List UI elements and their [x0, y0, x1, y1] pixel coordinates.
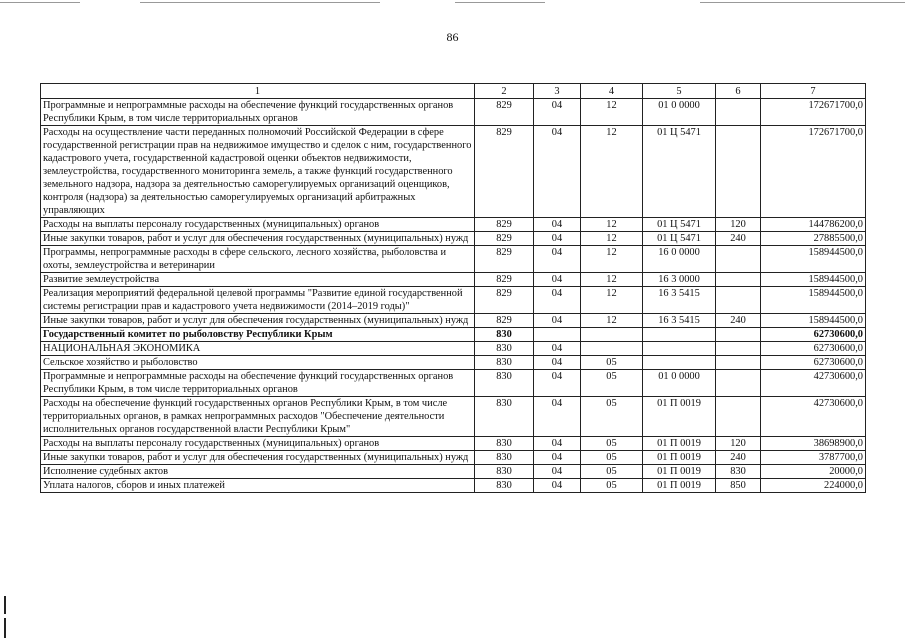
row-amount: 42730600,0 — [761, 397, 866, 437]
row-amount: 158944500,0 — [761, 246, 866, 273]
row-grbs-code: 830 — [475, 328, 534, 342]
col-header-grbs: 2 — [475, 84, 534, 99]
row-subsection-code: 05 — [581, 479, 643, 493]
top-edge-line — [0, 2, 80, 3]
row-grbs-code: 830 — [475, 437, 534, 451]
row-expense-type: 120 — [716, 437, 761, 451]
table-row — [41, 342, 866, 356]
row-section-code: 04 — [534, 479, 581, 493]
row-name: НАЦИОНАЛЬНАЯ ЭКОНОМИКА — [41, 342, 475, 356]
margin-scan-mark — [4, 618, 6, 638]
row-grbs-code: 830 — [475, 342, 534, 356]
row-section-code: 04 — [534, 437, 581, 451]
row-section-code: 04 — [534, 99, 581, 126]
row-amount: 3787700,0 — [761, 451, 866, 465]
row-section-code: 04 — [534, 246, 581, 273]
row-grbs-code: 829 — [475, 232, 534, 246]
row-section-code: 04 — [534, 356, 581, 370]
top-edge-line — [140, 2, 380, 3]
row-grbs-code: 830 — [475, 465, 534, 479]
row-target-article: 01 Ц 5471 — [643, 218, 716, 232]
row-amount: 158944500,0 — [761, 273, 866, 287]
row-subsection-code: 12 — [581, 273, 643, 287]
row-subsection-code — [581, 342, 643, 356]
row-section-code — [534, 328, 581, 342]
row-grbs-code: 830 — [475, 397, 534, 437]
table-row — [41, 314, 866, 328]
row-grbs-code: 829 — [475, 287, 534, 314]
row-subsection-code: 05 — [581, 465, 643, 479]
table-row — [41, 99, 866, 126]
row-subsection-code: 05 — [581, 370, 643, 397]
row-subsection-code: 05 — [581, 397, 643, 437]
row-target-article: 16 3 0000 — [643, 273, 716, 287]
row-section-code: 04 — [534, 273, 581, 287]
row-name: Расходы на выплаты персоналу государственных (муниципальных) органов — [41, 218, 475, 232]
row-amount: 62730600,0 — [761, 342, 866, 356]
row-section-code: 04 — [534, 126, 581, 218]
row-subsection-code: 12 — [581, 232, 643, 246]
row-grbs-code: 830 — [475, 370, 534, 397]
row-expense-type — [716, 126, 761, 218]
row-amount: 27885500,0 — [761, 232, 866, 246]
row-name: Иные закупки товаров, работ и услуг для обеспечения государственных (муниципальных) нужд — [41, 314, 475, 328]
row-target-article: 01 П 0019 — [643, 479, 716, 493]
row-expense-type — [716, 99, 761, 126]
row-target-article — [643, 356, 716, 370]
row-section-code: 04 — [534, 397, 581, 437]
row-amount: 172671700,0 — [761, 126, 866, 218]
row-target-article: 01 0 0000 — [643, 370, 716, 397]
row-target-article: 01 Ц 5471 — [643, 126, 716, 218]
row-grbs-code: 829 — [475, 99, 534, 126]
row-expense-type — [716, 397, 761, 437]
row-amount: 144786200,0 — [761, 218, 866, 232]
row-subsection-code: 12 — [581, 218, 643, 232]
row-name: Уплата налогов, сборов и иных платежей — [41, 479, 475, 493]
row-expense-type — [716, 328, 761, 342]
row-amount: 172671700,0 — [761, 99, 866, 126]
row-name: Расходы на выплаты персоналу государственных (муниципальных) органов — [41, 437, 475, 451]
col-header-name: 1 — [41, 84, 475, 99]
column-number-row — [41, 84, 866, 99]
row-amount: 38698900,0 — [761, 437, 866, 451]
col-header-section: 3 — [534, 84, 581, 99]
row-subsection-code: 05 — [581, 437, 643, 451]
row-subsection-code: 12 — [581, 246, 643, 273]
row-amount: 20000,0 — [761, 465, 866, 479]
row-section-code: 04 — [534, 287, 581, 314]
row-expense-type: 240 — [716, 451, 761, 465]
row-name: Исполнение судебных актов — [41, 465, 475, 479]
row-amount: 158944500,0 — [761, 314, 866, 328]
table-row — [41, 451, 866, 465]
row-expense-type: 240 — [716, 314, 761, 328]
table-row — [41, 465, 866, 479]
row-name: Развитие землеустройства — [41, 273, 475, 287]
row-target-article: 01 П 0019 — [643, 397, 716, 437]
row-section-code: 04 — [534, 218, 581, 232]
row-name: Государственный комитет по рыболовству Республики Крым — [41, 328, 475, 342]
row-name: Иные закупки товаров, работ и услуг для обеспечения государственных (муниципальных) нужд — [41, 232, 475, 246]
table-row — [41, 287, 866, 314]
row-grbs-code: 829 — [475, 314, 534, 328]
table-row — [41, 370, 866, 397]
row-section-code: 04 — [534, 465, 581, 479]
row-target-article: 01 П 0019 — [643, 465, 716, 479]
row-section-code: 04 — [534, 451, 581, 465]
table-row — [41, 246, 866, 273]
row-target-article: 01 Ц 5471 — [643, 232, 716, 246]
table-row — [41, 218, 866, 232]
row-grbs-code: 830 — [475, 356, 534, 370]
row-target-article: 01 П 0019 — [643, 451, 716, 465]
table-row — [41, 356, 866, 370]
row-grbs-code: 829 — [475, 218, 534, 232]
row-section-code: 04 — [534, 370, 581, 397]
row-target-article: 01 П 0019 — [643, 437, 716, 451]
col-header-expense-type: 6 — [716, 84, 761, 99]
row-name: Реализация мероприятий федеральной целевой программы "Развитие единой государственной системы регистрации прав и кадастрового учета недвижимости (2014–2019 годы)" — [41, 287, 475, 314]
top-edge-line — [700, 2, 905, 3]
table-body — [41, 99, 866, 493]
row-expense-type: 120 — [716, 218, 761, 232]
col-header-amount: 7 — [761, 84, 866, 99]
row-amount: 42730600,0 — [761, 370, 866, 397]
row-subsection-code: 12 — [581, 314, 643, 328]
row-amount: 224000,0 — [761, 479, 866, 493]
row-target-article: 16 3 5415 — [643, 287, 716, 314]
row-expense-type — [716, 370, 761, 397]
table-row — [41, 273, 866, 287]
row-expense-type — [716, 287, 761, 314]
row-name: Расходы на обеспечение функций государственных органов Республики Крым, в том числе территориальных органов, в рамках непрограммных расходов "Обеспечение деятельности исполнительных органов государственной власти Республики Крым" — [41, 397, 475, 437]
page-number: 86 — [446, 30, 459, 44]
row-expense-type — [716, 273, 761, 287]
row-target-article: 16 0 0000 — [643, 246, 716, 273]
table-row — [41, 397, 866, 437]
row-amount: 158944500,0 — [761, 287, 866, 314]
row-target-article — [643, 342, 716, 356]
budget-table — [40, 83, 866, 493]
table-row — [41, 479, 866, 493]
row-subsection-code — [581, 328, 643, 342]
table-row — [41, 328, 866, 342]
row-target-article: 16 3 5415 — [643, 314, 716, 328]
row-amount: 62730600,0 — [761, 328, 866, 342]
row-section-code: 04 — [534, 342, 581, 356]
row-expense-type: 850 — [716, 479, 761, 493]
table-row — [41, 126, 866, 218]
row-expense-type: 240 — [716, 232, 761, 246]
row-expense-type — [716, 356, 761, 370]
row-grbs-code: 829 — [475, 246, 534, 273]
table-row — [41, 232, 866, 246]
row-grbs-code: 830 — [475, 479, 534, 493]
top-edge-line — [455, 2, 545, 3]
row-name: Сельское хозяйство и рыболовство — [41, 356, 475, 370]
row-grbs-code: 829 — [475, 126, 534, 218]
row-section-code: 04 — [534, 314, 581, 328]
row-name: Программные и непрограммные расходы на обеспечение функций государственных органов Республики Крым, в том числе территориальных органов — [41, 370, 475, 397]
row-subsection-code: 12 — [581, 287, 643, 314]
row-expense-type: 830 — [716, 465, 761, 479]
row-subsection-code: 05 — [581, 451, 643, 465]
row-subsection-code: 12 — [581, 99, 643, 126]
row-amount: 62730600,0 — [761, 356, 866, 370]
row-name: Расходы на осуществление части переданных полномочий Российской Федерации в сфере государственной регистрации прав на недвижимое имущество и сделок с ним, государственного кадастрового учета, государственной кадастровой оценки объектов недвижимости, землеустройства, государственного мониторинга земель, а также функций государственного земельного надзора, надзора за деятельностью саморегулируемых организаций оценщиков, контроля (надзора) за деятельностью саморегулируемых организаций арбитражных управляющих — [41, 126, 475, 218]
row-section-code: 04 — [534, 232, 581, 246]
table-row — [41, 437, 866, 451]
row-expense-type — [716, 342, 761, 356]
col-header-subsection: 4 — [581, 84, 643, 99]
row-name: Программы, непрограммные расходы в сфере сельского, лесного хозяйства, рыболовства и охоты, землеустройства и ветеринарии — [41, 246, 475, 273]
margin-scan-mark — [4, 596, 6, 614]
row-subsection-code: 12 — [581, 126, 643, 218]
row-name: Иные закупки товаров, работ и услуг для обеспечения государственных (муниципальных) нужд — [41, 451, 475, 465]
col-header-target-article: 5 — [643, 84, 716, 99]
row-grbs-code: 829 — [475, 273, 534, 287]
row-target-article — [643, 328, 716, 342]
row-subsection-code: 05 — [581, 356, 643, 370]
row-expense-type — [716, 246, 761, 273]
row-target-article: 01 0 0000 — [643, 99, 716, 126]
row-name: Программные и непрограммные расходы на обеспечение функций государственных органов Республики Крым, в том числе территориальных органов — [41, 99, 475, 126]
row-grbs-code: 830 — [475, 451, 534, 465]
